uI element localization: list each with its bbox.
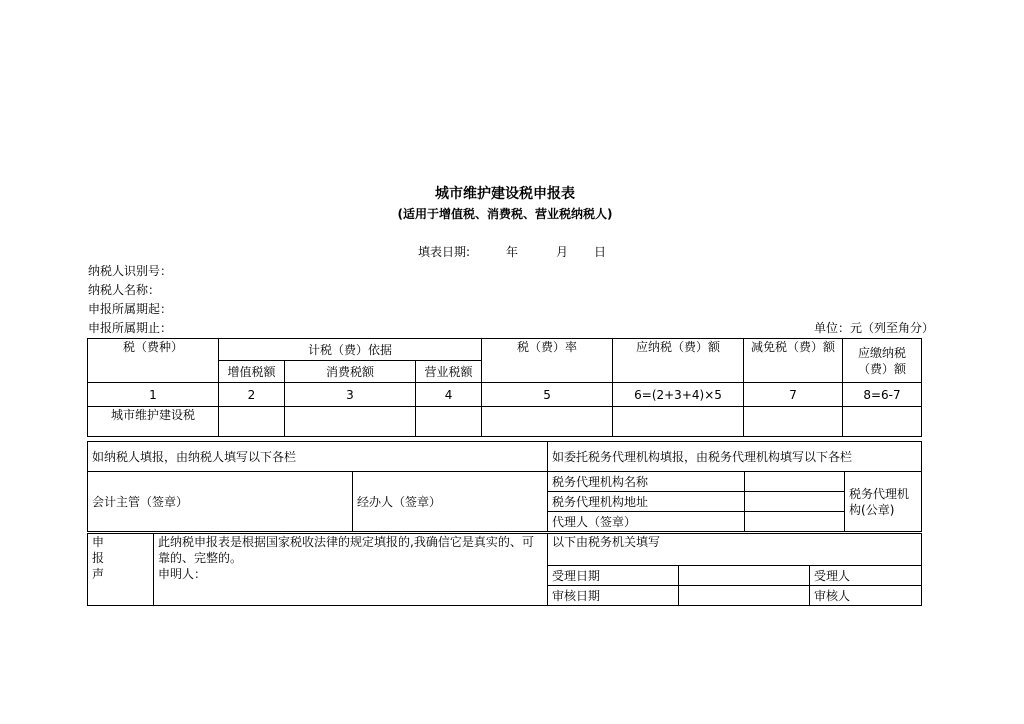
cell-business-amount[interactable] <box>416 407 482 437</box>
cell-vat-amount[interactable] <box>219 407 285 437</box>
declaration-body <box>154 534 548 606</box>
header-consumption: 消费税额 <box>285 361 416 383</box>
agent-address-label: 税务代理机构地址 <box>548 492 745 512</box>
cell-reduction[interactable] <box>744 407 843 437</box>
agent-fill-note: 如委托税务代理机构填报，由税务代理机构填写以下各栏 <box>548 442 922 472</box>
cell-payable[interactable] <box>613 407 744 437</box>
header-business: 营业税额 <box>416 361 482 383</box>
declaration-char-1: 申 <box>92 535 105 549</box>
agent-name-label: 税务代理机构名称 <box>548 472 745 492</box>
declaration-char-2: 报 <box>92 551 105 565</box>
header-tax-type: 税（费种） <box>88 339 219 383</box>
fill-date-month: 月 <box>556 245 569 259</box>
declaration-char-3: 声 <box>92 567 105 581</box>
fill-date-year: 年 <box>506 245 519 259</box>
col-number-3: 3 <box>285 383 416 407</box>
col-number-2: 2 <box>219 383 285 407</box>
period-end-label: 申报所属期止： <box>88 321 173 335</box>
cell-due[interactable] <box>843 407 922 437</box>
agent-seal-label: 税务代理机构(公章) <box>845 472 922 532</box>
col-number-4: 4 <box>416 383 482 407</box>
col-number-6: 6=(2+3+4)×5 <box>613 383 744 407</box>
header-payable: 应纳税（费）额 <box>613 339 744 383</box>
taxpayer-name-label: 纳税人名称： <box>88 283 161 297</box>
tax-office-fill-note: 以下由税务机关填写 <box>548 534 922 566</box>
accounting-supervisor-label: 会计主管（签章） <box>88 472 353 532</box>
cell-consumption-amount[interactable] <box>285 407 416 437</box>
header-rate: 税（费）率 <box>482 339 613 383</box>
col-number-7: 7 <box>744 383 843 407</box>
agent-address-field[interactable] <box>745 492 845 512</box>
form-subtitle: (适用于增值税、消费税、营业税纳税人) <box>397 207 613 221</box>
fill-date-label: 填表日期: <box>418 245 471 259</box>
declaration-label <box>88 534 154 606</box>
row-label-urban-tax: 城市维护建设税 <box>88 407 219 437</box>
reviewer-label: 审核人 <box>810 586 922 606</box>
col-number-8: 8=6-7 <box>843 383 922 407</box>
declaration-text: 此纳税申报表是根据国家税收法律的规定填报的,我确信它是真实的、可靠的、完整的。 <box>158 535 534 565</box>
agent-person-field[interactable] <box>745 512 845 532</box>
taxpayer-id-label: 纳税人识别号： <box>88 264 173 278</box>
col-number-1: 1 <box>88 383 219 407</box>
header-reduction: 减免税（费）额 <box>744 339 843 383</box>
tax-computation-table <box>87 338 922 437</box>
handler-label: 经办人（签章） <box>353 472 548 532</box>
agent-person-label: 代理人（签章） <box>548 512 745 532</box>
period-start-label: 申报所属期起： <box>88 302 173 316</box>
declaration-table <box>87 533 922 606</box>
declarant-label: 申明人： <box>158 567 207 581</box>
review-date-label: 审核日期 <box>548 586 679 606</box>
header-due: 应缴纳税（费）额 <box>843 339 922 383</box>
review-date-field[interactable] <box>679 586 810 606</box>
col-number-5: 5 <box>482 383 613 407</box>
acceptor-label: 受理人 <box>810 566 922 586</box>
header-vat: 增值税额 <box>219 361 285 383</box>
header-basis: 计税（费）依据 <box>219 339 482 361</box>
form-title: 城市维护建设税申报表 <box>435 186 575 202</box>
agent-name-field[interactable] <box>745 472 845 492</box>
self-fill-note-cell: 如纳税人填报，由纳税人填写以下各栏 <box>88 442 548 472</box>
filer-section-grid <box>87 441 922 532</box>
cell-rate[interactable] <box>482 407 613 437</box>
fill-date-day: 日 <box>594 245 607 259</box>
accept-date-label: 受理日期 <box>548 566 679 586</box>
unit-note: 单位：元（列至角分） <box>814 321 935 335</box>
accept-date-field[interactable] <box>679 566 810 586</box>
